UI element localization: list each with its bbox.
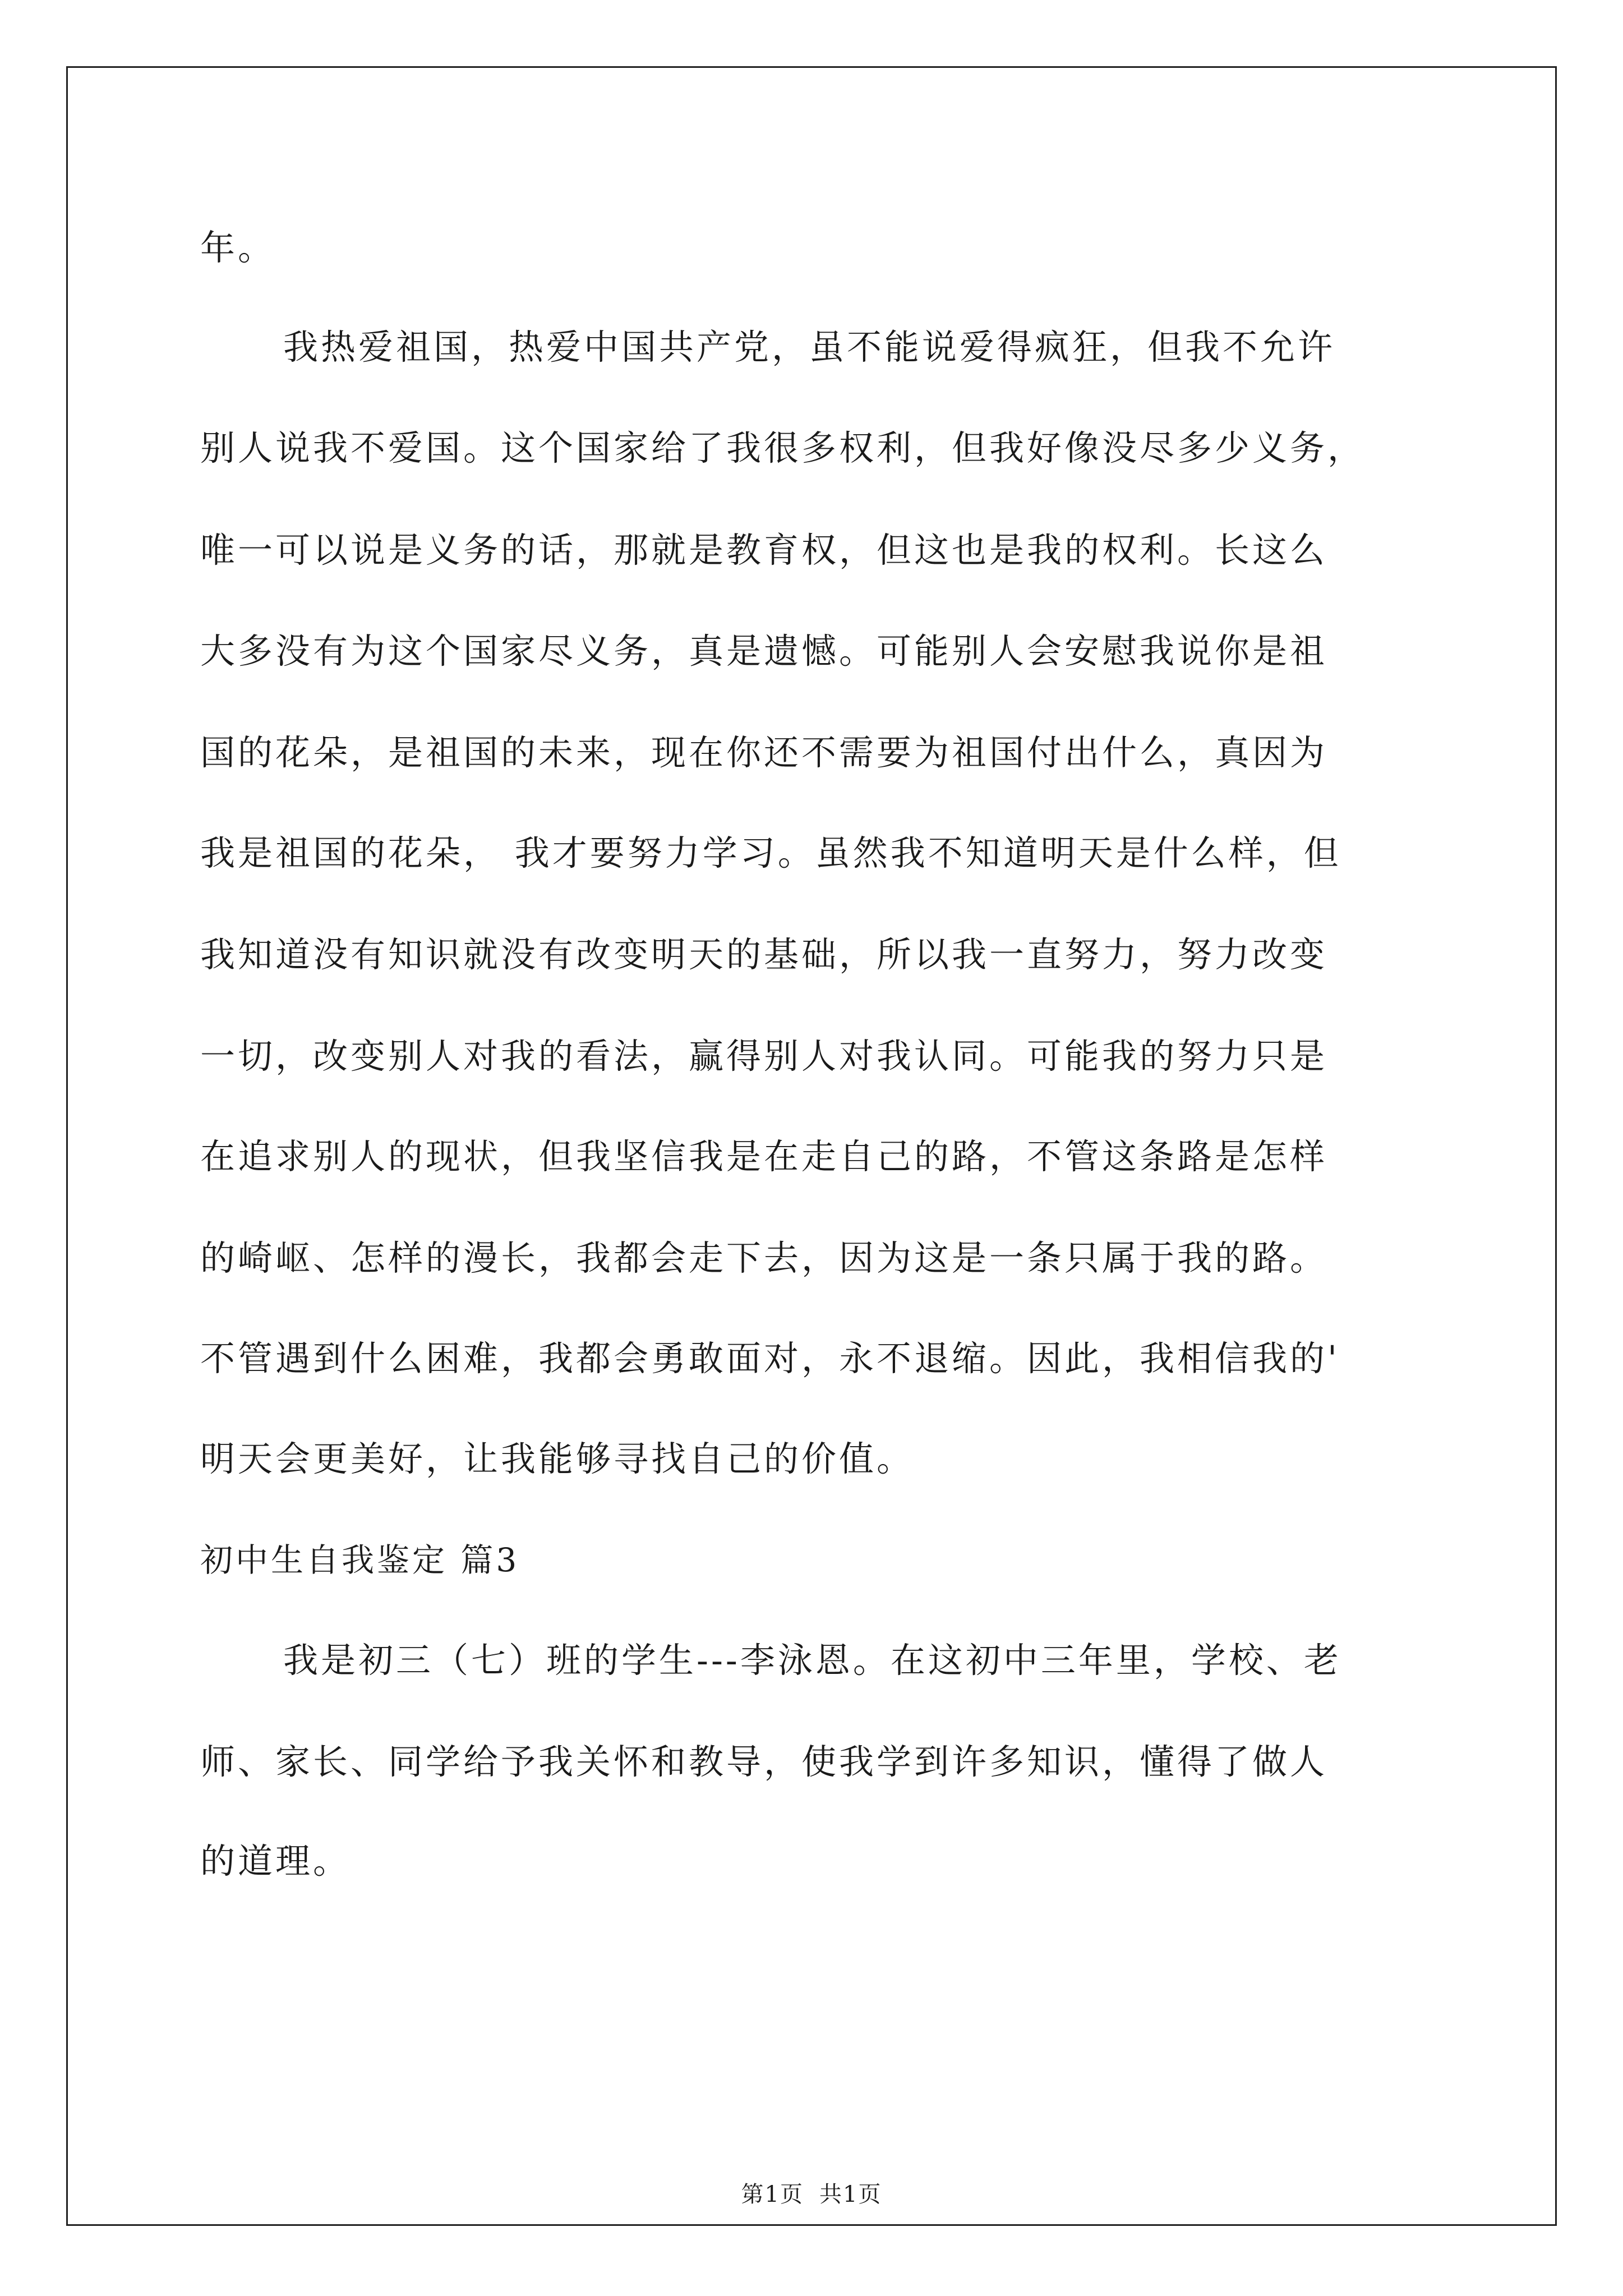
paragraph-start-line: 我是初三（七）班的学生---李泳恩。在这初中三年里，学校、老 [283,1640,1341,1681]
text-line: 大多没有为这个国家尽义务，真是遗憾。可能别人会安慰我说你是祖 [200,631,1328,671]
paragraph-start-line: 我热爱祖国，热爱中国共产党，虽不能说爱得疯狂，但我不允许 [283,326,1336,367]
text-line: 一切，改变别人对我的看法，赢得别人对我认同。可能我的努力只是 [200,1036,1328,1076]
text-line: 的道理。 [200,1841,351,1881]
text-line: 的崎岖、怎样的漫长，我都会走下去，因为这是一条只属于我的路。 [200,1237,1328,1278]
text-line: 明天会更美好，让我能够寻找自己的价值。 [200,1438,915,1479]
section-heading: 初中生自我鉴定 篇3 [200,1541,520,1579]
text-line: 师、家长、同学给予我关怀和教导，使我学到许多知识，懂得了做人 [200,1741,1328,1782]
page-number: 第1页 [741,2182,804,2207]
text-line: 年。 [200,227,276,268]
text-line: 我是祖国的花朵， 我才要努力学习。虽然我不知道明天是什么样，但 [200,832,1341,873]
page-total: 共1页 [819,2182,882,2207]
text-line: 唯一可以说是义务的话，那就是教育权，但这也是我的权利。长这么 [200,530,1328,570]
text-line: 不管遇到什么困难，我都会勇敢面对，永不退缩。因此，我相信我的' [200,1338,1340,1379]
text-line: 国的花朵，是祖国的未来，现在你还不需要为祖国付出什么，真因为 [200,732,1328,773]
text-line: 在追求别人的现状，但我坚信我是在走自己的路，不管这条路是怎样 [200,1136,1328,1177]
page-footer [0,2180,1623,2208]
text-line: 别人说我不爱国。这个国家给了我很多权利，但我好像没尽多少义务， [200,427,1366,468]
text-line: 我知道没有知识就没有改变明天的基础，所以我一直努力，努力改变 [200,934,1328,975]
